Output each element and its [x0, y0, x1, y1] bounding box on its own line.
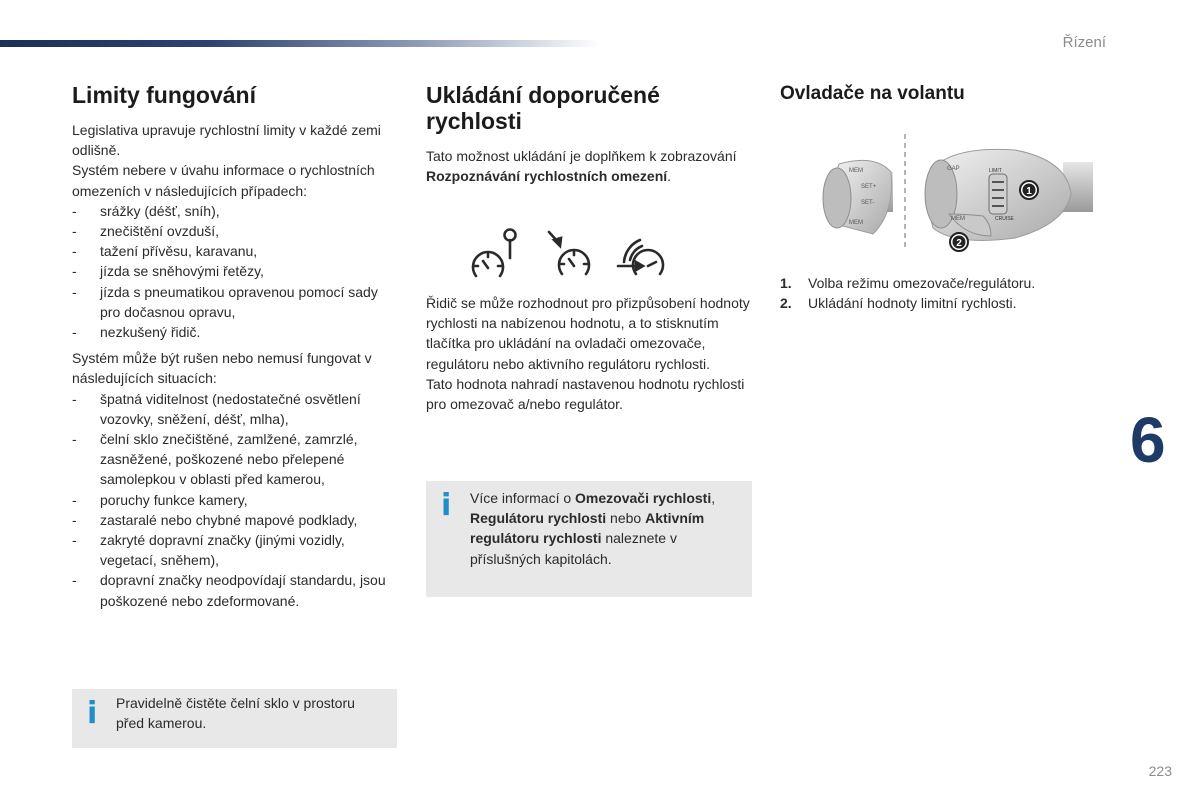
- column-recommended-speed: [426, 82, 756, 186]
- paragraph: Tato hodnota nahradí nastavenou hodnotu rychlosti pro omezovač a/nebo regulátor.: [426, 375, 745, 413]
- svg-text:GAP: GAP: [947, 166, 960, 172]
- numbered-list: [780, 273, 1110, 313]
- paragraph: Systém nebere v úvahu informace o rychlostních omezeních v následujících případech:: [72, 162, 375, 199]
- column-limits: [72, 82, 392, 611]
- svg-text:CRUISE: CRUISE: [995, 216, 1014, 222]
- list-item: - jízda se sněhovými řetězy,: [72, 261, 392, 281]
- paragraph: Tato možnost ukládání je doplňkem k zobrazování Rozpoznávání rychlostních omezení.: [426, 148, 737, 185]
- list-item: - poruchy funkce kamery,: [72, 490, 392, 510]
- info-icon: i: [441, 488, 452, 523]
- list-item: - špatná viditelnost (nedostatečné osvětlení vozovky, sněžení, déšť, mlha),: [72, 389, 392, 429]
- svg-text:MEM: MEM: [849, 168, 863, 174]
- speedometer-pin-icon: [473, 230, 516, 277]
- callout-1-marker: [1020, 181, 1038, 199]
- svg-text:2: 2: [956, 238, 962, 249]
- page-number: 223: [1148, 763, 1172, 779]
- paragraph: Systém může být rušen nebo nemusí fungovat v následujících situacích:: [72, 350, 372, 387]
- section-title-steering-controls: Ovladače na volantu: [780, 83, 965, 104]
- paragraph: Legislativa upravuje rychlostní limity v každé zemi odlišně.: [72, 122, 381, 159]
- steering-wheel-controls-illustration: [815, 132, 1093, 252]
- header-bar: [0, 40, 600, 47]
- info-box-windshield: [72, 689, 397, 748]
- svg-text:MEM: MEM: [951, 216, 965, 222]
- speedometer-press-icon: [549, 232, 589, 274]
- speed-icons-row: [470, 228, 690, 288]
- list-item: 1. Volba režimu omezovače/regulátoru.: [780, 275, 1036, 291]
- list-item: - dopravní značky neodpovídají standardu, jsou poškozené nebo zdeformované.: [72, 570, 392, 610]
- column-recommended-speed-body: [426, 293, 756, 414]
- section-label: Řízení: [1062, 34, 1106, 51]
- info-text: Více informací o Omezovači rychlosti, Regulátoru rychlosti nebo Aktivním regulátoru rychlosti naleznete v příslušných kapitolách.: [470, 490, 716, 567]
- list-item: - jízda s pneumatikou opravenou pomocí sady pro dočasnou opravu,: [72, 282, 392, 322]
- list-item: - zakryté dopravní značky (jinými vozidly, vegetací, sněhem),: [72, 530, 392, 570]
- svg-text:1: 1: [1026, 186, 1032, 197]
- bullet-list: [72, 201, 392, 342]
- column-steering-controls: [780, 82, 1110, 106]
- section-title-limits: Limity fungování: [72, 82, 256, 108]
- left-stalk: [823, 160, 893, 234]
- svg-text:SET+: SET+: [861, 184, 877, 190]
- right-stalk: [925, 149, 1093, 251]
- list-item: - čelní sklo znečištěné, zamlžené, zamrzlé, zasněžené, poškozené nebo přelepené samolepkou v oblasti před kamerou,: [72, 429, 392, 490]
- section-title-recommended-speed: Ukládání doporučené rychlosti: [426, 82, 660, 134]
- info-text: Pravidelně čistěte čelní sklo v prostoru před kamerou.: [116, 695, 355, 732]
- info-box-more-info: [426, 481, 752, 597]
- list-item: - tažení přívěsu, karavanu,: [72, 241, 392, 261]
- svg-text:LIMIT: LIMIT: [989, 168, 1002, 174]
- paragraph: Řidič se může rozhodnout pro přizpůsobení hodnoty rychlosti na nabízenou hodnotu, a to stisknutím tlačítka pro ukládání na ovladači omezovače, regulátoru nebo aktivního regulátoru rychlosti.: [426, 295, 750, 372]
- callout-2-marker: [950, 233, 968, 251]
- list-item: - znečištění ovzduší,: [72, 221, 392, 241]
- chapter-number: 6: [1130, 404, 1166, 476]
- bullet-list: [72, 389, 392, 611]
- list-item: - srážky (déšť, sníh),: [72, 201, 392, 221]
- list-item: 2. Ukládání hodnoty limitní rychlosti.: [780, 295, 1017, 312]
- svg-text:SET-: SET-: [861, 200, 875, 206]
- speedometer-sensor-icon: [618, 240, 663, 274]
- info-icon: i: [87, 696, 98, 731]
- svg-text:MEM: MEM: [849, 220, 863, 226]
- list-item: - nezkušený řidič.: [72, 322, 392, 342]
- list-item: - zastaralé nebo chybné mapové podklady,: [72, 510, 392, 530]
